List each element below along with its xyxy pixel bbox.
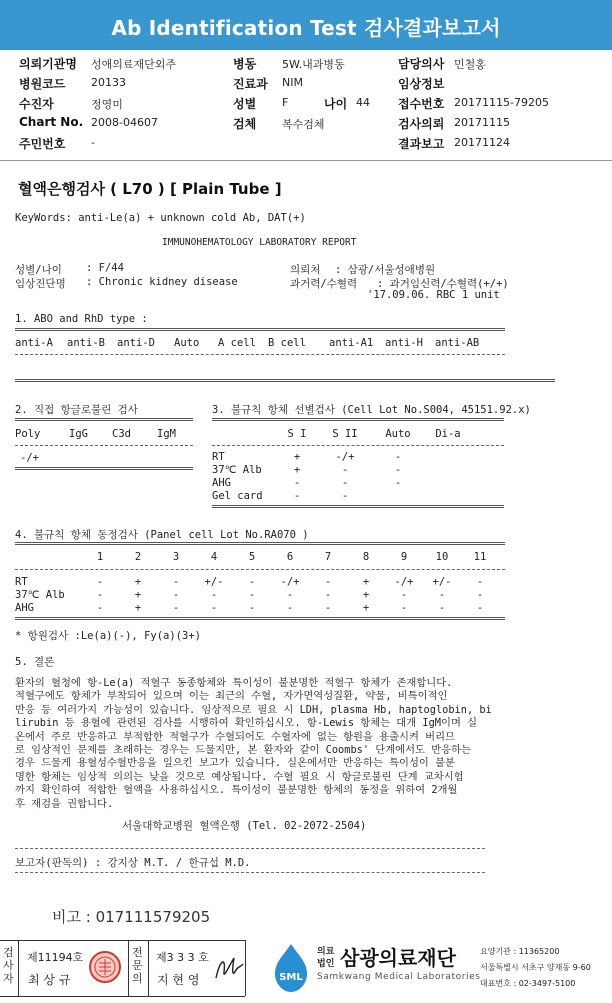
- expert-license: 제3 3 3 호: [156, 951, 209, 964]
- abo-col-anti-h: anti-H: [385, 337, 423, 349]
- screen-cell-37-s1: +: [293, 464, 301, 476]
- antigen-test: * 항원검사 :Le(a)(-), Fy(a)(3+): [15, 630, 201, 642]
- diagnosis-label: 임상진단명: [15, 278, 66, 290]
- label-requester: 의뢰기관명: [19, 57, 77, 71]
- abo-col-anti-a: anti-A: [15, 337, 53, 349]
- patient-header: [0, 50, 612, 160]
- panel-cell: -: [476, 602, 484, 614]
- value-age: 44: [356, 96, 370, 109]
- panel-cell: -: [400, 589, 408, 601]
- screen-cell-37-auto: -: [394, 464, 402, 476]
- screen-cell-rt-s1: +: [293, 451, 301, 463]
- note: [52, 906, 210, 927]
- dat-rule-bottom: [15, 467, 193, 470]
- org-small-1: 의료: [317, 947, 335, 957]
- sml-logo-icon: [263, 940, 319, 996]
- conclusion-line: 온에서 주로 반응하고 부적합한 적혈구가 수혈되어도 수혈자에 없는 항원을 용출시켜 버리므: [15, 730, 455, 743]
- panel-cell: -: [438, 589, 446, 601]
- label-ward: 병동: [233, 57, 257, 71]
- dat-rule-top: [15, 418, 193, 421]
- panel-cell: -: [438, 602, 446, 614]
- screen-rule-mid: [212, 445, 504, 446]
- label-report-date: 결과보고: [398, 137, 445, 151]
- conclusion-text: [15, 677, 600, 811]
- panel-rule-top: [15, 542, 505, 545]
- panel-cell: -: [286, 589, 294, 601]
- label-specimen: 검체: [233, 117, 257, 131]
- abo-col-b-cell: B cell: [268, 337, 306, 349]
- screen-rule-top: [212, 418, 504, 421]
- abo-rule-mid: [15, 354, 505, 355]
- tester-license: 제11194호: [27, 951, 84, 964]
- panel-col-11: 11: [473, 551, 487, 563]
- panel-cell: -: [172, 589, 180, 601]
- panel-cell: -: [324, 589, 332, 601]
- panel-cell: +: [134, 576, 142, 588]
- conclusion-line: 환자의 혈청에 항-Le(a) 적혈구 동종항체와 특이성이 불분명한 적혈구 항체가 존재합니다.: [15, 677, 453, 689]
- reporter: 보고자(판독의) : 강지상 M.T. / 한규섭 M.D.: [15, 857, 251, 869]
- panel-heading: 4. 불규칙 항체 동정검사 (Panel cell Lot No.RA070 ): [15, 529, 309, 541]
- tester-seal-icon: [88, 950, 122, 984]
- panel-cell: -: [324, 602, 332, 614]
- label-age: 나이: [324, 97, 348, 111]
- panel-cell: -: [96, 576, 104, 588]
- history-label: 과거력/수혈력: [290, 278, 358, 290]
- reporter-rule-top: [15, 848, 485, 849]
- panel-cell: -: [400, 602, 408, 614]
- label-hospital-code: 병원코드: [19, 77, 66, 91]
- screen-cell-gel-s1: -: [293, 490, 301, 502]
- value-request-date: 20171115: [454, 116, 510, 129]
- panel-col-10: 10: [435, 551, 449, 563]
- abo-heading: 1. ABO and RhD type :: [15, 313, 148, 325]
- screen-cell-ahg-auto: -: [394, 477, 402, 489]
- value-receipt-no: 20171115-79205: [454, 96, 549, 109]
- blood-bank: 서울대학교병원 혈액은행 (Tel. 02-2072-2504): [122, 820, 367, 832]
- panel-col-5: 5: [248, 551, 256, 563]
- org-name: 삼광의료재단: [340, 946, 456, 970]
- abo-rule-top: [15, 328, 505, 331]
- panel-cell: -: [210, 589, 218, 601]
- dat-rule-mid: [15, 445, 193, 446]
- dat-value: -/+: [20, 452, 39, 464]
- screen-col-s1: S I: [287, 428, 307, 440]
- abo-col-anti-b: anti-B: [67, 337, 105, 349]
- value-chart-no: 2008-04607: [91, 116, 158, 129]
- screen-col-s2: S II: [332, 428, 358, 440]
- expert-name: 지 현 영: [157, 973, 200, 987]
- panel-cell: -: [324, 576, 332, 588]
- panel-cell: +: [362, 576, 370, 588]
- panel-cell: -/+: [394, 576, 414, 588]
- conclusion-line: 후 재검을 권합니다.: [15, 797, 114, 810]
- panel-col-4: 4: [210, 551, 218, 563]
- footer: [0, 938, 612, 1003]
- org-tel: 대표번호 : 02-3497-5100: [480, 979, 576, 988]
- panel-cell: +: [134, 602, 142, 614]
- screen-heading: 3. 불규칙 항체 선별검사 (Cell Lot No.S004, 45151.92.x): [212, 404, 531, 416]
- panel-row-ahg: AHG: [15, 602, 34, 614]
- tester-label: 검사자: [3, 946, 14, 985]
- footer-rule-top: [0, 940, 245, 941]
- org-small-2: 법인: [317, 959, 335, 969]
- sml-logo-text: SML: [279, 972, 303, 983]
- result-heading: 5. 결론: [15, 656, 55, 668]
- conclusion-line: 까지 확인하여 적합한 혈액을 사용하십시오. 특이성이 불분명한 항체의 동정을 위하여 2개월: [15, 784, 458, 797]
- value-department: NIM: [282, 76, 303, 89]
- abo-col-anti-d: anti-D: [117, 337, 155, 349]
- tester-name: 최 상 규: [28, 973, 71, 987]
- panel-col-9: 9: [400, 551, 408, 563]
- dat-col-igg: IgG: [69, 428, 88, 440]
- conclusion-line: lirubin 등 용혈에 관련된 검사를 시행하여 확인하십시오. 항-Lewis 항체는 대개 IgM이며 실: [15, 717, 478, 730]
- panel-cell: -: [96, 589, 104, 601]
- dat-col-poly: Poly: [15, 428, 41, 440]
- panel-row-rt: RT: [15, 576, 28, 588]
- label-resident-no: 주민번호: [19, 137, 66, 151]
- panel-cell: -: [248, 602, 256, 614]
- conclusion-line: 명한 항체는 임상적 의의는 낮을 것으로 예상됩니다. 수혈 필요 시 항글로불린 단계 교차시험: [15, 770, 464, 783]
- value-sex: F: [282, 96, 289, 109]
- panel-cell: +: [362, 602, 370, 614]
- panel-rule-bottom: [15, 617, 505, 620]
- requester-label: 의뢰처: [290, 264, 321, 276]
- value-doctor: 민철홍: [454, 58, 486, 71]
- conclusion-line: 경우 드물게 용혈성수혈반응을 일으킨 보고가 있습니다. 실온에서만 반응하는 특이성이 불분: [15, 757, 455, 770]
- report-title-bar: [0, 0, 612, 50]
- panel-cell: -: [476, 589, 484, 601]
- header-divider: [0, 160, 612, 161]
- screen-cell-ahg-s1: -: [293, 477, 301, 489]
- panel-col-6: 6: [286, 551, 294, 563]
- note-value: 017111579205: [95, 908, 211, 926]
- footer-rule-bottom: [0, 996, 245, 997]
- footer-divider-2: [128, 940, 129, 996]
- screen-col-dia: Di-a: [435, 428, 461, 440]
- report-title: Ab Identification Test 검사결과보고서: [111, 16, 501, 40]
- screen-row-ahg: AHG: [212, 477, 231, 489]
- value-resident-no: -: [91, 136, 95, 149]
- dat-col-igm: IgM: [157, 428, 176, 440]
- label-request-date: 검사의뢰: [398, 117, 445, 131]
- screen-cell-rt-auto: -: [394, 451, 402, 463]
- panel-cell: -: [172, 576, 180, 588]
- screen-cell-37-s2: -: [341, 464, 349, 476]
- panel-cell: +/-: [204, 576, 224, 588]
- label-patient: 수진자: [19, 97, 54, 111]
- label-doctor: 담당의사: [398, 57, 445, 71]
- sex-age-value: : F/44: [86, 262, 124, 274]
- history-value: : 과거임신력/수혈력(+/+): [377, 278, 509, 290]
- screen-row-gel: Gel card: [212, 490, 263, 502]
- report-title-line: IMMUNOHEMATOLOGY LABORATORY REPORT: [162, 237, 357, 248]
- history-value-2: '17.09.06. RBC 1 unit: [367, 289, 500, 301]
- section-title: 혈액은행검사 ( L70 ) [ Plain Tube ]: [18, 180, 282, 198]
- panel-col-2: 2: [134, 551, 142, 563]
- screen-cell-gel-s2: -: [341, 490, 349, 502]
- label-department: 진료과: [233, 77, 268, 91]
- abo-col-anti-a1: anti-A1: [329, 337, 374, 349]
- keywords: KeyWords: anti-Le(a) + unknown cold Ab, DAT(+): [15, 212, 306, 224]
- footer-divider-3: [148, 940, 149, 996]
- conclusion-line: 적혈구에도 항체가 부착되어 있으며 이는 최근의 수혈, 자가면역성질환, 약물, 비특이적인: [15, 690, 448, 703]
- screen-cell-rt-s2: -/+: [335, 451, 355, 463]
- panel-col-1: 1: [96, 551, 104, 563]
- dat-heading: 2. 직접 항글로불린 검사: [15, 404, 138, 416]
- requester-value: : 삼광/서울성애병원: [335, 264, 436, 276]
- panel-cell: -: [210, 602, 218, 614]
- conclusion-line: 반응 등 여러가지 가능성이 있습니다. 임상적으로 필요 시 LDH, plasma Hb, haptoglobin, bi: [15, 703, 492, 716]
- panel-cell: -: [476, 576, 484, 588]
- conclusion-line: 로 임상적인 문제를 초래하는 경우는 드물지만, 본 환자와 같이 Coombs' 단계에서도 반응하는: [15, 744, 471, 757]
- panel-col-7: 7: [324, 551, 332, 563]
- screen-col-auto: Auto: [385, 428, 411, 440]
- value-specimen: 복수검체: [282, 118, 325, 131]
- panel-rule-mid: [15, 569, 505, 570]
- panel-col-8: 8: [362, 551, 370, 563]
- abo-col-a-cell: A cell: [218, 337, 256, 349]
- abo-rule-bottom: [15, 379, 555, 382]
- org-eng: Samkwang Medical Laboratories: [317, 972, 481, 982]
- org-address: 서울특별시 서초구 양재동 9-60: [480, 963, 591, 972]
- panel-cell: -: [248, 589, 256, 601]
- panel-col-3: 3: [172, 551, 180, 563]
- reporter-rule-bottom: [15, 872, 485, 873]
- dat-col-c3d: C3d: [112, 428, 131, 440]
- panel-cell: +: [134, 589, 142, 601]
- panel-cell: +/-: [432, 576, 452, 588]
- value-hospital-code: 20133: [91, 76, 126, 89]
- screen-rule-bottom: [212, 505, 504, 508]
- panel-row-37: 37℃ Alb: [15, 589, 65, 601]
- expert-signature-icon: [212, 950, 246, 986]
- panel-cell: -: [172, 602, 180, 614]
- screen-row-rt: RT: [212, 451, 225, 463]
- value-ward: 5W.내과병동: [282, 58, 345, 71]
- label-sex: 성별: [233, 97, 257, 111]
- panel-cell: +: [362, 589, 370, 601]
- value-patient: 정영미: [91, 98, 123, 111]
- label-receipt-no: 접수번호: [398, 97, 445, 111]
- label-chart-no: Chart No.: [19, 115, 84, 129]
- screen-cell-ahg-s2: -: [341, 477, 349, 489]
- label-clinical-info: 임상정보: [398, 77, 445, 91]
- org-code: 요양기관 : 11365200: [480, 947, 560, 956]
- abo-col-anti-ab: anti-AB: [435, 337, 480, 349]
- footer-divider-1: [18, 940, 19, 996]
- panel-cell: -: [248, 576, 256, 588]
- screen-row-37: 37℃ Alb: [212, 464, 262, 476]
- sex-age-label: 성별/나이: [15, 264, 62, 276]
- abo-col-auto: Auto: [174, 337, 200, 349]
- value-report-date: 20171124: [454, 136, 510, 149]
- panel-cell: -: [286, 602, 294, 614]
- panel-cell: -: [96, 602, 104, 614]
- value-requester: 성애의료재단외주: [91, 58, 177, 71]
- diagnosis-value: : Chronic kidney disease: [86, 276, 238, 288]
- note-label: 비고 :: [52, 908, 91, 926]
- expert-label: 전문의: [132, 946, 143, 985]
- panel-cell: -/+: [280, 576, 300, 588]
